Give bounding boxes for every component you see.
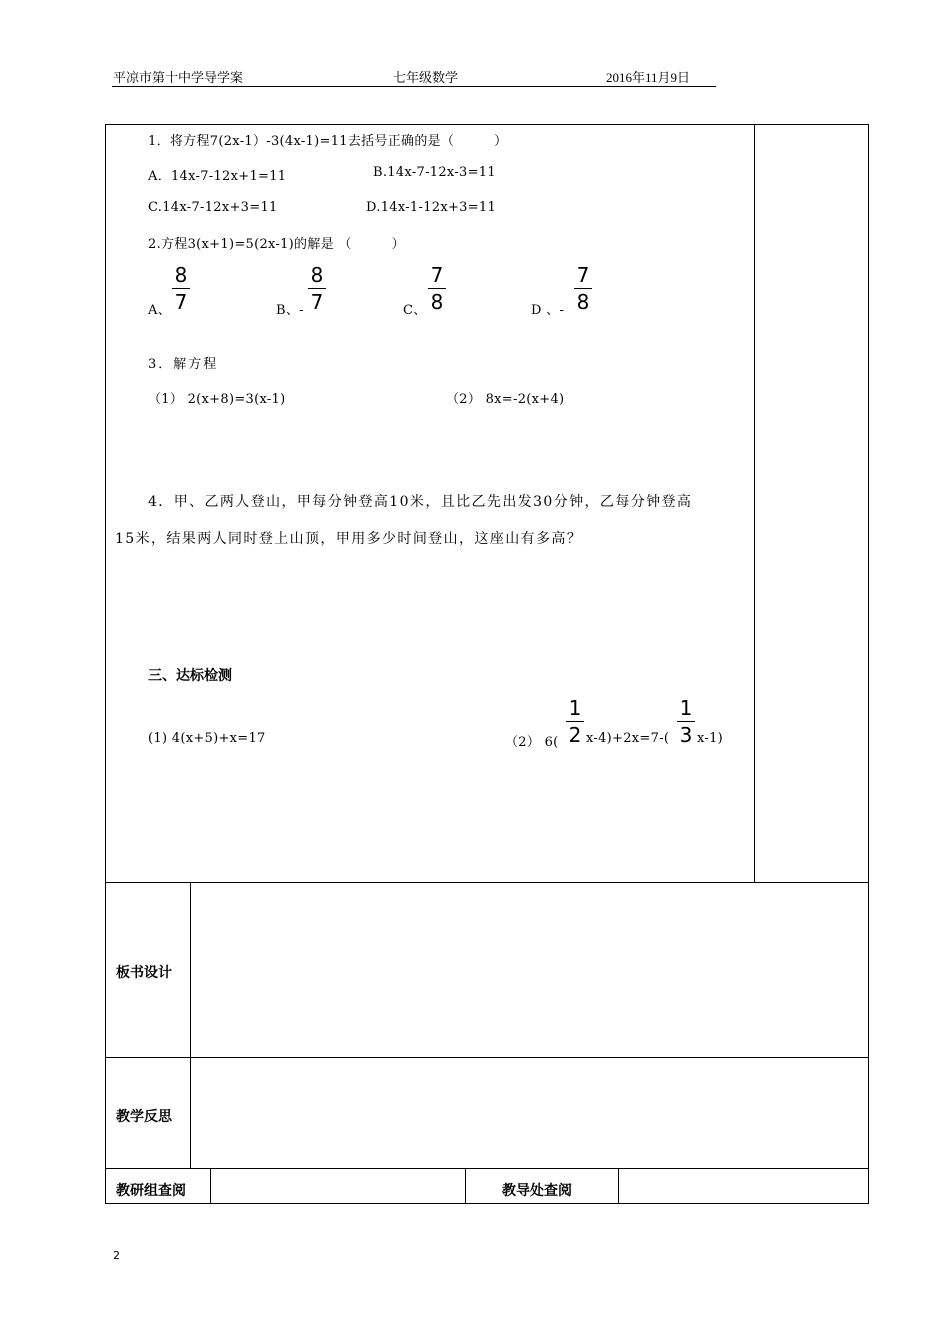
right-column-divider — [754, 124, 755, 883]
q2-stem: 2.方程3(x+1)=5(2x-1)的解是 （ ） — [148, 237, 405, 252]
section-3-part-2-c: x-1) — [697, 731, 724, 746]
bottom-divider-1 — [210, 1168, 211, 1204]
reflection-label: 教学反思 — [116, 1109, 172, 1125]
q4-line-2: 15米，结果两人同时登上山顶，甲用多少时间登山，这座山有多高？ — [115, 531, 583, 547]
header-underline — [112, 86, 716, 87]
q2-option-c-denominator: 8 — [430, 290, 444, 314]
q4-line-1: 4．甲、乙两人登山，甲每分钟登高10米，且比乙先出发30分钟，乙每分钟登高 — [148, 494, 693, 510]
q2-option-b-label: B、- — [276, 303, 304, 318]
q2-option-b-denominator: 7 — [310, 290, 324, 314]
header-subject: 七年级数学 — [393, 70, 459, 85]
q1-stem: 1．将方程7(2x-1）-3(4x-1)=11去括号正确的是（ ） — [148, 134, 508, 149]
section-3-part-1: (1) 4(x+5)+x=17 — [148, 731, 266, 746]
q2-option-c-fraction — [428, 264, 446, 313]
q3-part-1: （1） 2(x+8)=3(x-1) — [148, 392, 286, 407]
row-divider-2 — [190, 1057, 869, 1058]
q2-option-c-numerator: 7 — [430, 263, 444, 287]
section-3-title: 三、达标检测 — [148, 668, 232, 684]
section-3-fraction-1-numerator: 1 — [568, 696, 582, 720]
q2-option-d-numerator: 7 — [576, 263, 590, 287]
row-divider-1 — [105, 882, 869, 883]
q2-option-c-label: C、 — [403, 303, 427, 318]
q2-option-a-numerator: 8 — [174, 263, 188, 287]
q1-option-c: C.14x-7-12x+3=11 — [148, 200, 278, 215]
bottom-divider-3 — [618, 1168, 619, 1204]
page-number: 2 — [113, 1249, 120, 1262]
q2-option-d-label: D 、- — [531, 303, 565, 318]
section-3-fraction-2-denominator: 3 — [679, 723, 693, 747]
q2-option-d-denominator: 8 — [576, 290, 590, 314]
q3-part-2: （2） 8x=-2(x+4) — [446, 392, 565, 407]
header-date: 2016年11月9日 — [606, 70, 691, 85]
q2-option-b-fraction — [308, 264, 326, 313]
research-review-label: 教研组查阅 — [116, 1183, 186, 1199]
section-3-fraction-1-denominator: 2 — [568, 723, 582, 747]
header-school: 平凉市第十中学导学案 — [113, 70, 244, 85]
q1-option-a: A．14x-7-12x+1=11 — [148, 169, 287, 184]
q1-option-b: B.14x-7-12x-3=11 — [373, 165, 496, 180]
section-3-fraction-2 — [677, 697, 695, 746]
board-design-label: 板书设计 — [116, 965, 172, 981]
label-column-divider — [190, 882, 191, 1168]
q3-stem: 3．解方程 — [148, 357, 219, 372]
q2-option-a-label: A、 — [148, 303, 171, 318]
section-3-fraction-1 — [566, 697, 584, 746]
q2-option-b-numerator: 8 — [310, 263, 324, 287]
row-divider-3 — [105, 1168, 869, 1169]
q2-option-a-fraction — [172, 264, 190, 313]
office-review-label: 教导处查阅 — [502, 1183, 572, 1199]
bottom-divider-2 — [465, 1168, 466, 1204]
q2-option-d-fraction — [574, 264, 592, 313]
row-divider-2-label — [105, 1057, 191, 1058]
q2-option-a-denominator: 7 — [174, 290, 188, 314]
section-3-part-2-a: （2） 6( — [505, 735, 559, 750]
section-3-part-2-b: x-4)+2x=7-( — [586, 731, 670, 746]
section-3-fraction-2-numerator: 1 — [679, 696, 693, 720]
q1-option-d: D.14x-1-12x+3=11 — [366, 200, 497, 215]
